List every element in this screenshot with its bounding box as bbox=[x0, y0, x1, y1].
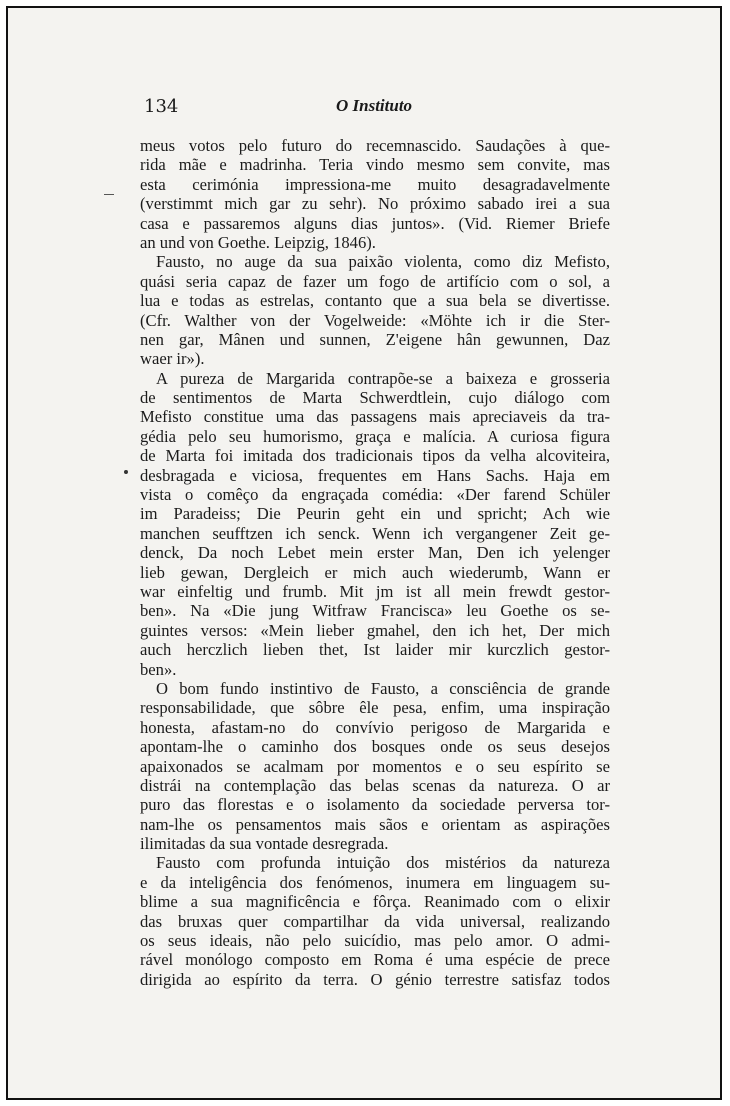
text-line: manchen seufftzen ich senck. Wenn ich vergangener Zeit ge- bbox=[140, 523, 610, 543]
text-line: e da inteligência dos fenómenos, inumera em linguagem su- bbox=[140, 872, 610, 892]
text-line: apontam-lhe o caminho dos bosques onde os seus desejos bbox=[140, 737, 610, 757]
text-line: responsabilidade, que sôbre êle pesa, enfim, uma inspiração bbox=[140, 698, 610, 718]
text-line: ilimitadas da sua vontade desregrada. bbox=[140, 834, 389, 854]
text-line: vista o comêço da engraçada comédia: «Der farend Schüler bbox=[140, 485, 610, 505]
text-line: lua e todas as estrelas, contanto que a sua bela se divertisse. bbox=[140, 291, 610, 311]
text-line: distrái na contemplação das belas scenas da natureza. O ar bbox=[140, 775, 610, 795]
margin-dot bbox=[124, 470, 128, 474]
text-line: guintes versos: «Mein lieber gmahel, den ich het, Der mich bbox=[140, 620, 610, 640]
text-line: nam-lhe os pensamentos mais sãos e orientam as aspirações bbox=[140, 814, 610, 834]
text-line: im Paradeiss; Die Peurin geht ein und spricht; Ach wie bbox=[140, 504, 610, 524]
text-line: lieb gewan, Dergleich er mich auch wiederumb, Wann er bbox=[140, 562, 610, 582]
text-line: rida mãe e madrinha. Teria vindo mesmo sem convite, mas bbox=[140, 155, 610, 175]
running-title: O Instituto bbox=[336, 96, 413, 115]
text-line: Fausto com profunda intuição dos mistérios da natureza bbox=[156, 853, 610, 873]
text-line: nen gar, Mânen und sunnen, Z'eigene hân gewunnen, Daz bbox=[140, 329, 610, 349]
text-line: honesta, afastam-no do convívio perigoso de Margarida e bbox=[140, 717, 610, 737]
text-line: desbragada e viciosa, frequentes em Hans Sachs. Haja em bbox=[140, 465, 610, 485]
text-line: puro das florestas e o isolamento da sociedade perversa tor- bbox=[140, 795, 610, 815]
text-line: gédia pelo seu humorismo, graça e malícia. A curiosa figura bbox=[140, 426, 610, 446]
text-line: de sentimentos de Marta Schwerdtlein, cujo diálogo com bbox=[140, 388, 610, 408]
text-line: auch herczlich lieben thet, Ist laider mir kurczlich gestor- bbox=[140, 640, 610, 660]
text-line: A pureza de Margarida contrapõe-se a baixeza e grosseria bbox=[156, 368, 610, 388]
text-line: O bom fundo instintivo de Fausto, a consciência de grande bbox=[156, 678, 610, 698]
margin-mark bbox=[104, 194, 114, 195]
text-line: blime a sua magnificência e fôrça. Reanimado com o elixir bbox=[140, 892, 610, 912]
body-text bbox=[140, 136, 610, 989]
page-header bbox=[140, 96, 610, 124]
text-line: (Cfr. Walther von der Vogelweide: «Möhte ich ir die Ster- bbox=[140, 310, 610, 330]
text-line: esta cerimónia impressiona-me muito desagradavelmente bbox=[140, 174, 610, 194]
text-line: apaixonados se acalmam por momentos e o seu espírito se bbox=[140, 756, 610, 776]
text-line: denck, Da noch Lebet mein erster Man, Den ich yelenger bbox=[140, 543, 610, 563]
text-line: quási seria capaz de fazer um fogo de artifício com o sol, a bbox=[140, 271, 610, 291]
text-line: war einfeltig und frumb. Mit jm ist all mein frewdt gestor- bbox=[140, 581, 610, 601]
text-line: os seus ideais, não pelo suicídio, mas pelo amor. O admi- bbox=[140, 931, 610, 951]
text-line: (verstimmt mich gar zu sehr). No próximo sabado irei a sua bbox=[140, 194, 610, 214]
text-line: waer ir»). bbox=[140, 349, 205, 369]
page-number: 134 bbox=[144, 96, 179, 117]
text-line: dirigida ao espírito da terra. O génio terrestre satisfaz todos bbox=[140, 969, 610, 989]
text-line: an und von Goethe. Leipzig, 1846). bbox=[140, 232, 376, 252]
book-page bbox=[6, 6, 722, 1100]
text-line: das bruxas quer compartilhar da vida universal, realizando bbox=[140, 911, 610, 931]
text-line: meus votos pelo futuro do recemnascido. Saudações à que- bbox=[140, 136, 610, 155]
text-line: ben». Na «Die jung Witfraw Francisca» leu Goethe os se- bbox=[140, 601, 610, 621]
text-line: ben». bbox=[140, 659, 177, 679]
text-line: de Marta foi imitada dos tradicionais tipos da velha alcoviteira, bbox=[140, 446, 610, 466]
text-line: rável monólogo composto em Roma é uma espécie de prece bbox=[140, 950, 610, 970]
text-line: casa e passaremos alguns dias juntos». (Vid. Riemer Briefe bbox=[140, 213, 610, 233]
text-line: Fausto, no auge da sua paixão violenta, como diz Mefisto, bbox=[156, 252, 610, 272]
text-line: Mefisto constitue uma das passagens mais apreciaveis da tra- bbox=[140, 407, 610, 427]
